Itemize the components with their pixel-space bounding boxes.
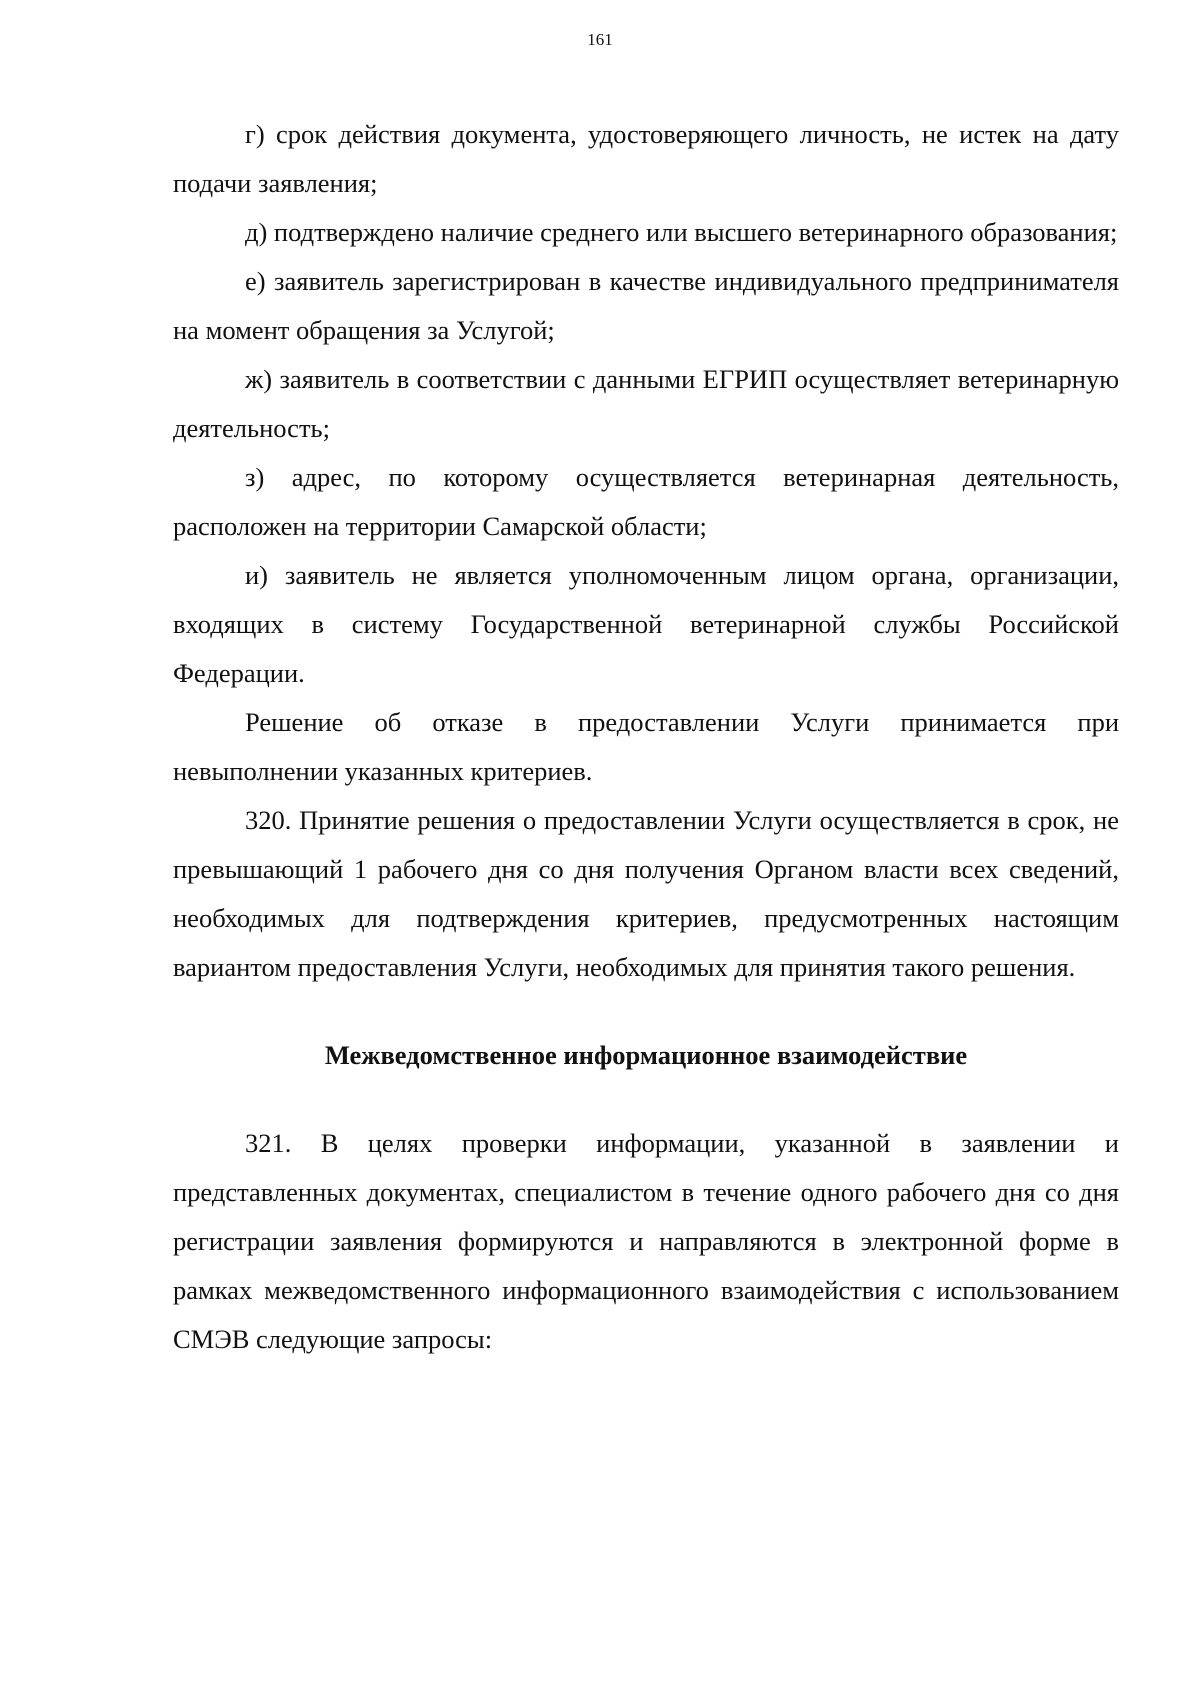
paragraph-320: 320. Принятие решения о предоставлении Услуги осуществляется в срок, не превышающий 1 рабочего дня со дня получения Органом власти всех сведений, необходимых для подтверждения критериев, предусмотренных настоящим вариантом предоставления Услуги, необходимых для принятия такого решения. [173,805,1119,982]
paragraph-refusal-decision: Решение об отказе в предоставлении Услуги принимается при невыполнении указанных критериев. [173,707,1119,786]
section-heading: Межведомственное информационное взаимодействие [324,1040,968,1070]
page-content [173,110,1119,1364]
paragraph-item-zh: ж) заявитель в соответствии с данными ЕГРИП осуществляет ветеринарную деятельность; [173,364,1119,443]
paragraph-item-d: д) подтверждено наличие среднего или высшего ветеринарного образования; [245,217,1118,247]
paragraph-321: 321. В целях проверки информации, указанной в заявлении и представленных документах, специалистом в течение одного рабочего дня со дня регистрации заявления формируются и направляются в электронной форме в рамках межведомственного информационного взаимодействия с использованием СМЭВ следующие запросы: [173,1128,1119,1354]
page-number: 161 [587,30,613,49]
paragraph-item-z: з) адрес, по которому осуществляется ветеринарная деятельность, расположен на территории Самарской области; [173,462,1119,541]
paragraph-item-i: и) заявитель не является уполномоченным лицом органа, организации, входящих в систему Государственной ветеринарной службы Российской Федерации. [173,560,1119,688]
paragraph-item-e: е) заявитель зарегистрирован в качестве индивидуального предпринимателя на момент обращения за Услугой; [173,266,1119,345]
paragraph-item-g: г) срок действия документа, удостоверяющего личность, не истек на дату подачи заявления; [173,119,1119,198]
